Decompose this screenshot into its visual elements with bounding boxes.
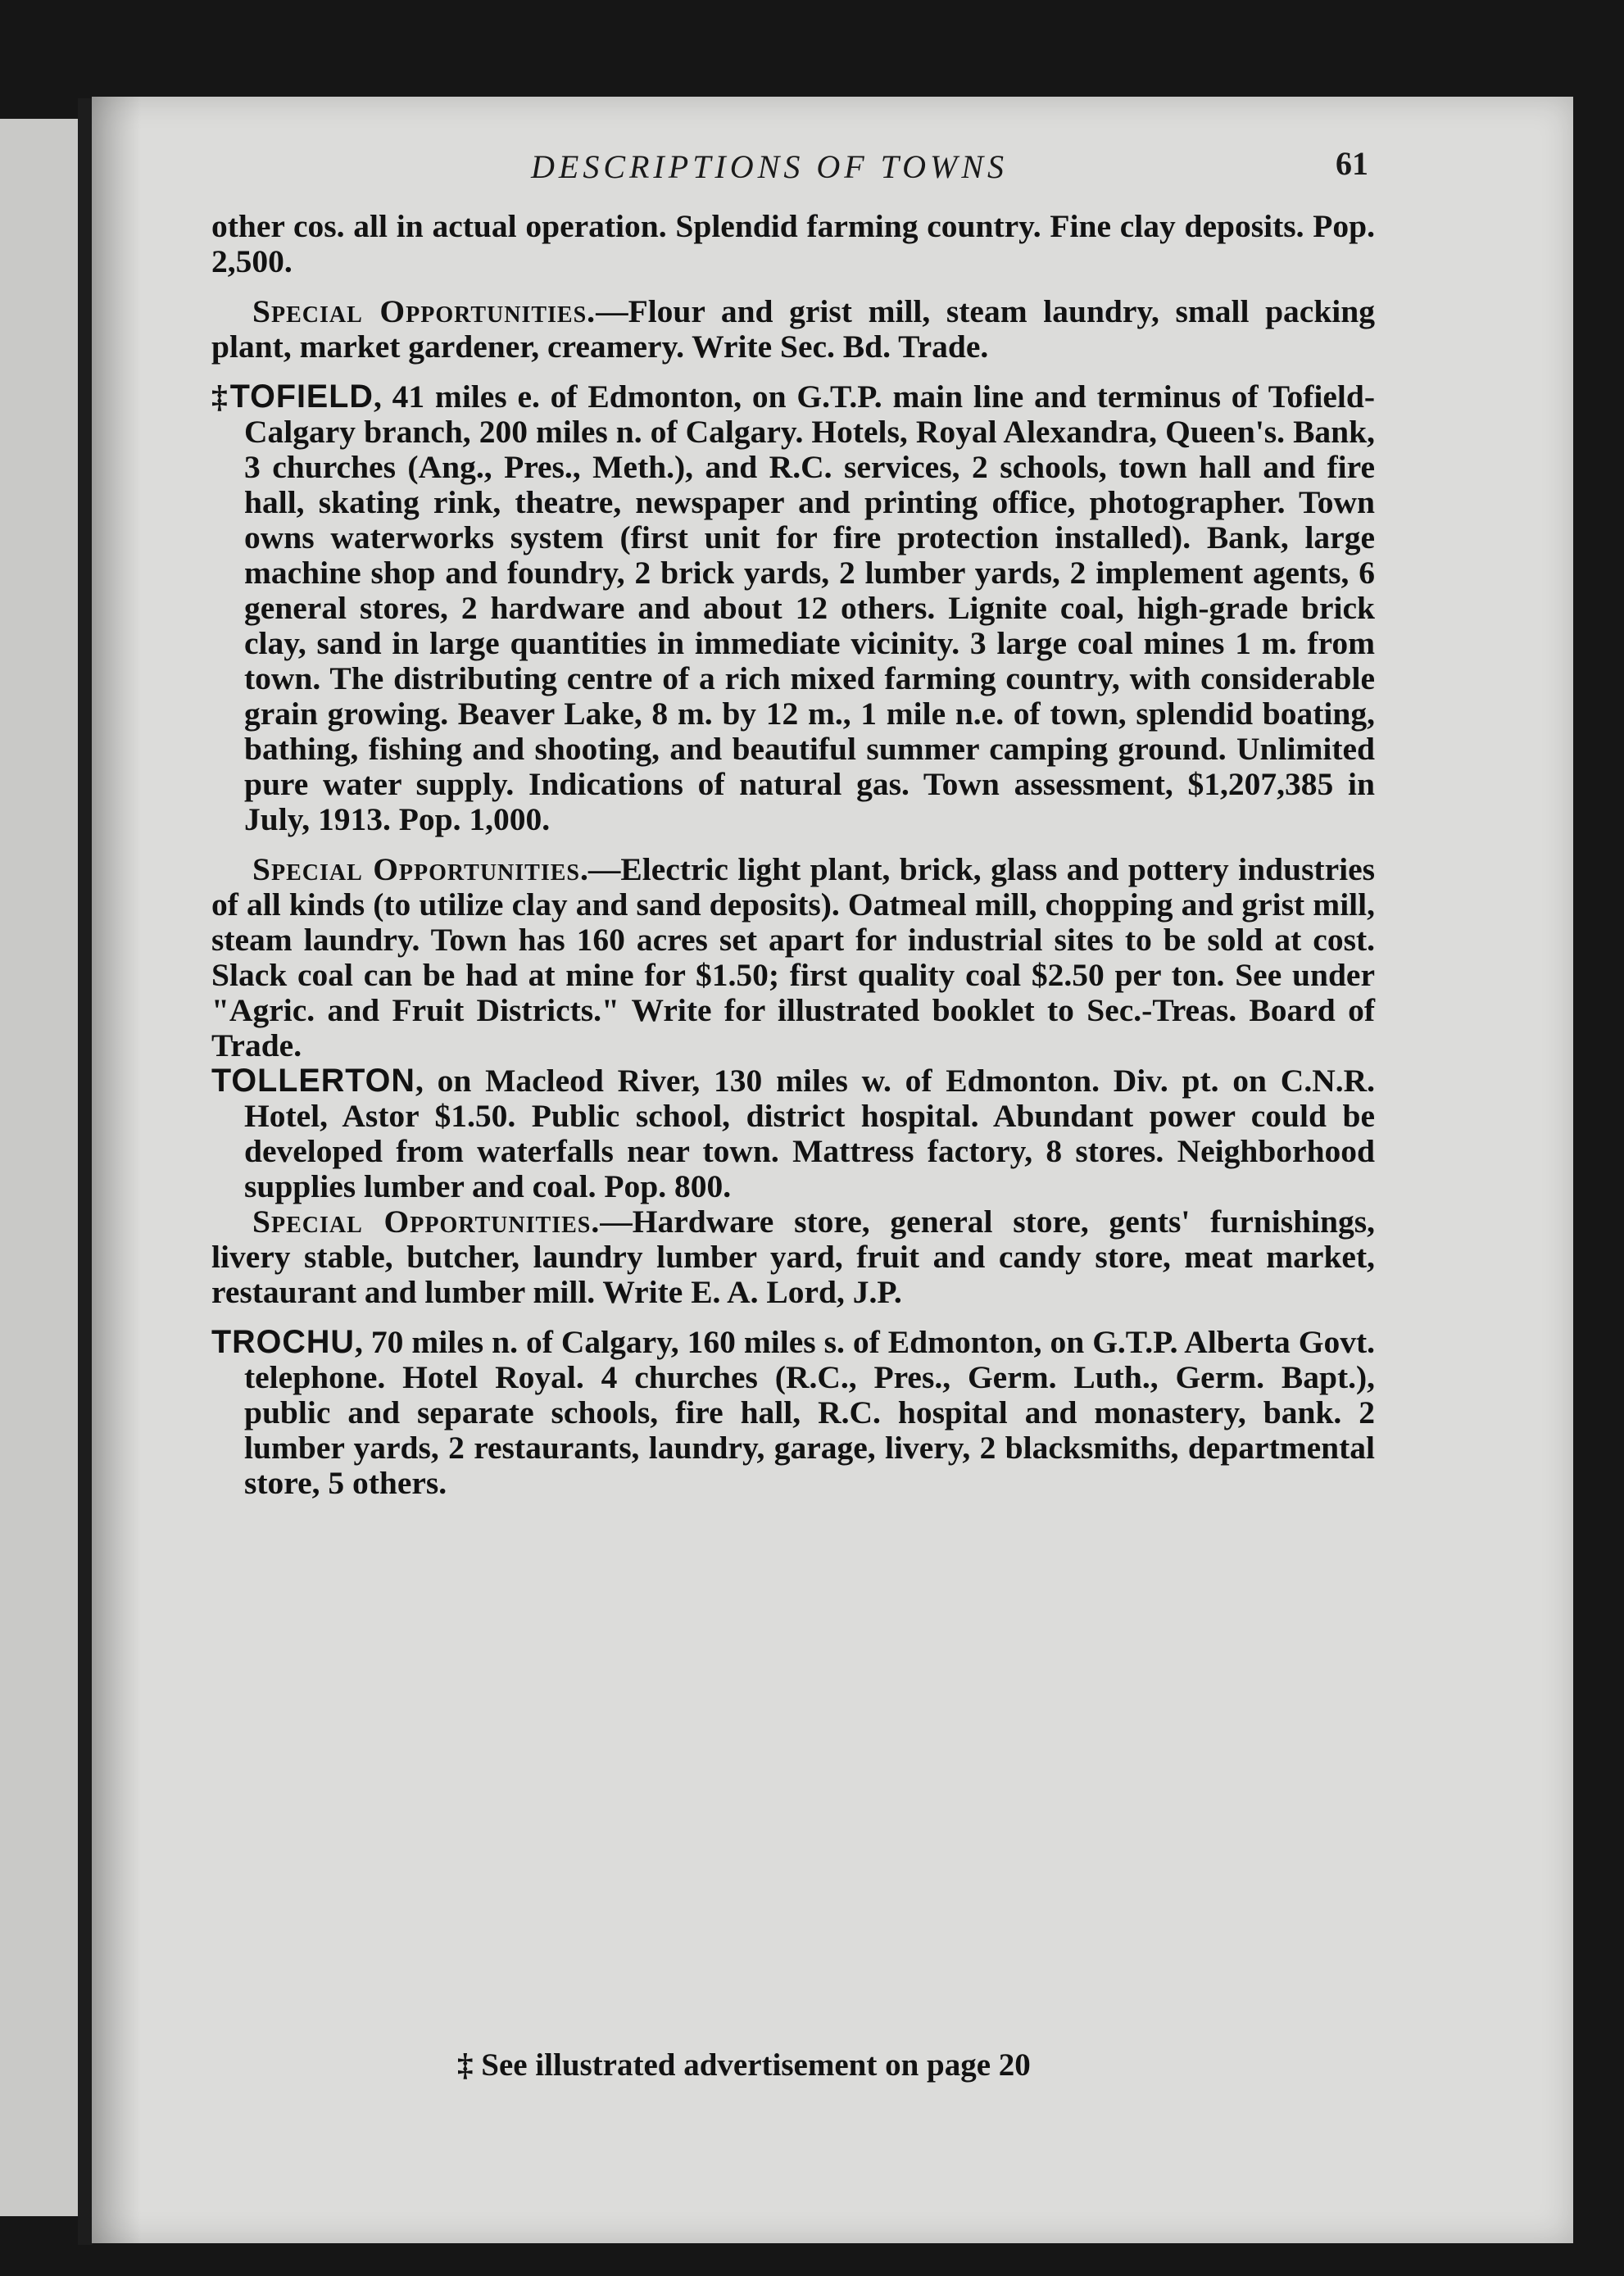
tollerton-opportunities-paragraph — [211, 1204, 1375, 1310]
page-number: 61 — [1336, 145, 1368, 182]
tofield-opportunities-label: Special Opportunities — [252, 851, 580, 887]
page-header — [311, 147, 1368, 197]
continued-text: other cos. all in actual operation. Splendid farming country. Fine clay deposits. Pop. 2,500. — [211, 208, 1375, 279]
town-description-tofield: , 41 miles e. of Edmonton, on G.T.P. main line and terminus of Tofield-Calgary branch, 200 miles n. of Calgary. Hotels, Royal Alexandra, Queen's. Bank, 3 churches (Ang., Pres., Meth.), and R.C. services, 2 schools, town hall and fire hall, skating rink, theatre, newspaper and printing office, photographer. Town owns waterworks system (first unit for fire protection installed). Bank, large machine shop and foundry, 2 brick yards, 2 lumber yards, 2 implement agents, 6 general stores, 2 hardware and about 12 others. Lignite coal, high-grade brick clay, sand in large quantities in immediate vicinity. 3 large coal mines 1 m. from town. The distributing centre of a rich mixed farming country, with considerable grain growing. Beaver Lake, 8 m. by 12 m., 1 mile n.e. of town, splendid boating, bathing, fishing and shooting, and beautiful summer camping ground. Unlimited pure water supply. Indications of natural gas. Town assessment, $1,207,385 in July, 1913. Pop. 1,000. — [244, 379, 1376, 837]
tofield-opportunities-paragraph — [211, 852, 1375, 1063]
town-entry-trochu — [211, 1325, 1375, 1501]
page-shadow — [92, 97, 141, 2243]
special-opportunities-text: —Flour and grist mill, steam laundry, small packing plant, market gardener, creamery. Write Sec. Bd. Trade. — [211, 293, 1376, 365]
running-title: DESCRIPTIONS OF TOWNS — [531, 148, 1009, 185]
advertisement-mark: ‡ — [211, 379, 230, 415]
special-opportunities-label: Special Opportunities. — [252, 293, 597, 329]
town-name-trochu: TROCHU — [211, 1324, 355, 1360]
special-opportunities-paragraph — [211, 294, 1375, 365]
town-description-trochu: , 70 miles n. of Calgary, 160 miles s. of Edmonton, on G.T.P. Alberta Govt. telephone. Hotel Royal. 4 churches (R.C., Pres., Germ. Luth., Germ. Bapt.), public and separate schools, fire hall, R.C. hospital and monastery, bank. 2 lumber yards, 2 restaurants, laundry, garage, livery, 2 blacksmiths, departmental store, 5 others. — [244, 1324, 1375, 1501]
book-gutter — [78, 98, 93, 2245]
town-description-tollerton: , on Macleod River, 130 miles w. of Edmonton. Div. pt. on C.N.R. Hotel, Astor $1.50. Public school, district hospital. Abundant power could be developed from waterfalls near town. Mattress factory, 8 stores. Neighborhood supplies lumber and coal. Pop. 800. — [244, 1063, 1375, 1204]
page-body — [211, 209, 1375, 1501]
tollerton-opportunities-text: —Hardware store, general store, gents' furnishings, livery stable, butcher, laundry lumber yard, fruit and candy store, meat market, restaurant and lumber mill. Write E. A. Lord, J.P. — [211, 1204, 1375, 1310]
continued-paragraph — [211, 209, 1375, 279]
town-entry-tofield — [211, 379, 1375, 837]
town-name-tollerton: TOLLERTON — [211, 1063, 415, 1099]
town-name-tofield: TOFIELD — [229, 379, 374, 415]
facing-page-edge — [0, 119, 78, 2216]
footnote: ‡ See illustrated advertisement on page 20 — [457, 2047, 1031, 2083]
tollerton-opportunities-label: Special Opportunities. — [252, 1204, 601, 1240]
town-entry-tollerton — [211, 1063, 1375, 1204]
tofield-opportunities-text: .—Electric light plant, brick, glass and pottery industries of all kinds (to utilize clay and sand deposits). Oatmeal mill, chopping and grist mill, steam laundry. Town has 160 acres set apart for industrial sites to be sold at cost. Slack coal can be had at mine for $1.50; first quality coal $2.50 per ton. See under "Agric. and Fruit Districts." Write for illustrated booklet to Sec.-Treas. Board of Trade. — [211, 851, 1375, 1063]
